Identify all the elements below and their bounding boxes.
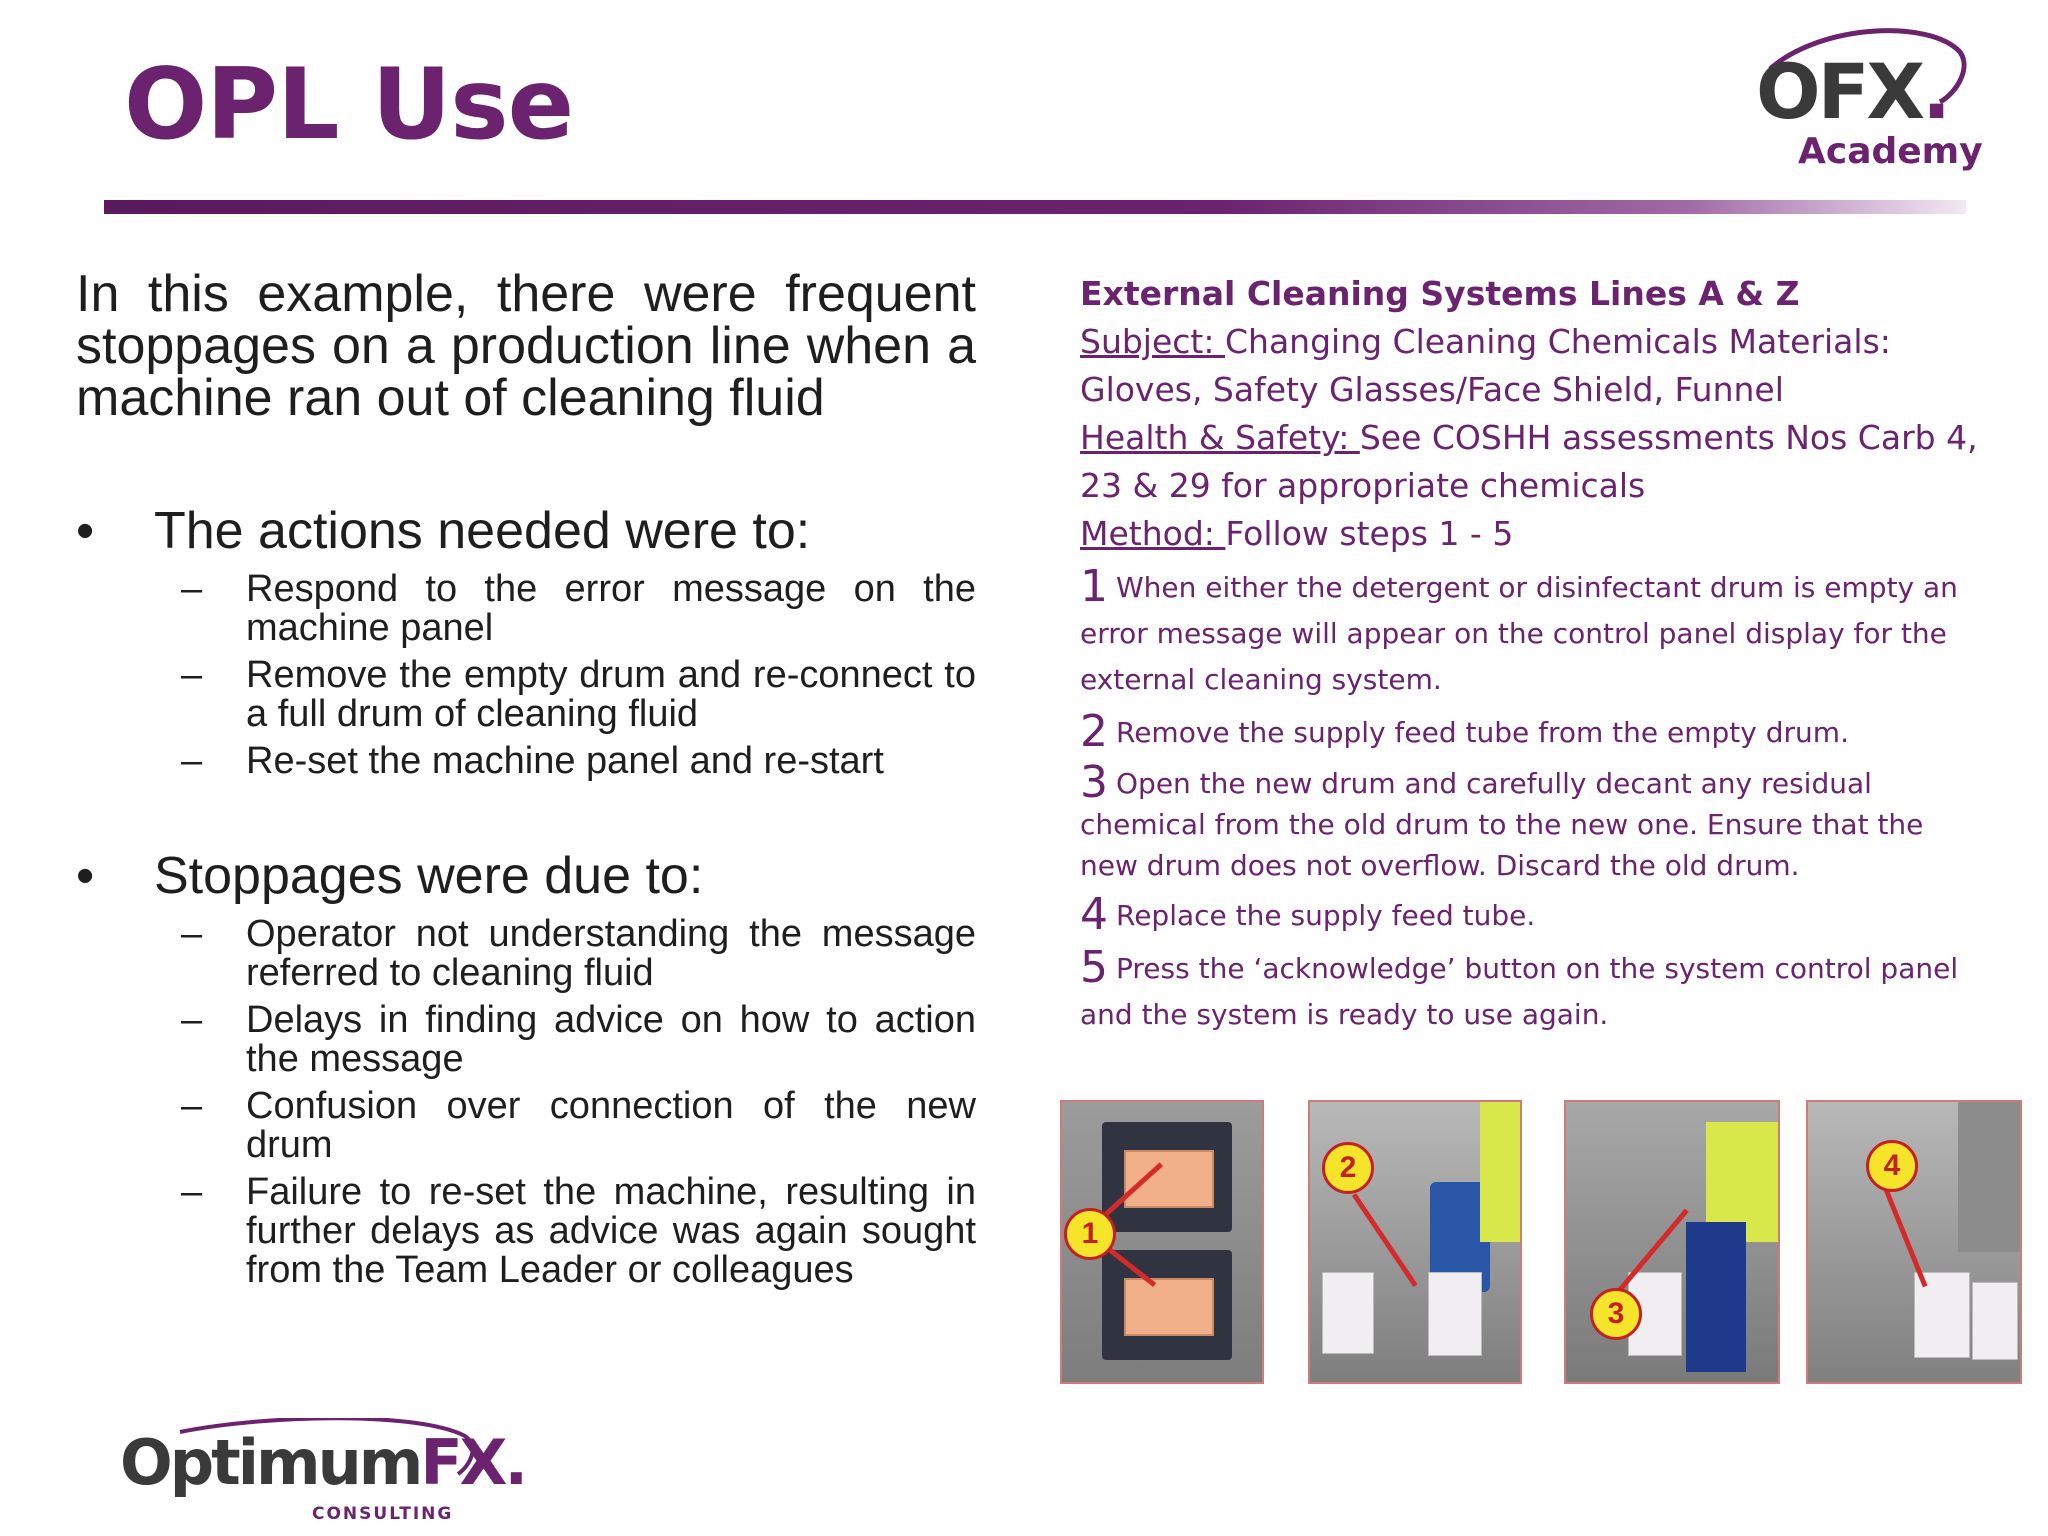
logo-main-text: OFX.	[1756, 47, 1948, 136]
dash-mark: –	[181, 1171, 203, 1213]
photo-replace-tube	[1806, 1100, 2022, 1384]
bullet-item: • The actions needed were to:	[76, 502, 811, 560]
sub-item: – Confusion over connection of the new drum	[181, 1085, 976, 1166]
opl-step-1: 1 When either the detergent or disinfectant drum is empty an error message will appear on the control panel display for the external cleaning system.	[1080, 561, 1958, 696]
photo-marker: 1	[1064, 1208, 1116, 1260]
bullet-group-stoppages	[76, 847, 976, 1290]
sub-item: – Delays in finding advice on how to action the message	[181, 999, 976, 1080]
intro-text: In this example, there were frequent stoppages on a production line when a machine ran out of cleaning fluid	[76, 265, 976, 427]
sub-item: – Failure to re-set the machine, resulting in further delays as advice was again sought from the Team Leader or colleagues	[181, 1171, 976, 1291]
opl-step-5: 5 Press the ‘acknowledge’ button on the system control panel and the system is ready to use again.	[1080, 942, 1959, 1031]
photo-marker: 3	[1590, 1288, 1642, 1340]
page-title: OPL Use	[124, 48, 574, 162]
bullet-mark: •	[76, 847, 95, 905]
opl-heading: External Cleaning Systems Lines A & Z	[1080, 274, 1800, 313]
control-panel-screen	[1102, 1122, 1232, 1232]
header-divider	[104, 200, 1966, 214]
ofx-academy-logo	[1740, 24, 1983, 184]
dash-mark: –	[181, 740, 203, 782]
dash-mark: –	[181, 654, 203, 696]
opl-card	[1080, 270, 1978, 1038]
photo-marker: 2	[1322, 1142, 1374, 1194]
logo-sub-text: CONSULTING	[312, 1504, 454, 1524]
opl-health-safety: Health & Safety: See COSHH assessments Nos Carb 4,	[1080, 418, 1978, 457]
dash-mark: –	[181, 913, 203, 955]
left-column	[76, 265, 976, 1356]
logo-sub-text: Academy	[1798, 131, 1983, 172]
opl-step-2: 2 Remove the supply feed tube from the empty drum.	[1080, 706, 1849, 757]
bullet-group-actions	[76, 502, 976, 781]
logo-main-text: OptimumFX.	[120, 1426, 526, 1499]
bullet-mark: •	[76, 502, 95, 560]
control-panel-screen	[1102, 1250, 1232, 1360]
dash-mark: –	[181, 1085, 203, 1127]
opl-step-4: 4 Replace the supply feed tube.	[1080, 889, 1536, 940]
opl-method: Method: Follow steps 1 - 5	[1080, 514, 1514, 553]
opl-health-safety-cont: 23 & 29 for appropriate chemicals	[1080, 466, 1646, 505]
optimumfx-consulting-logo	[120, 1418, 526, 1528]
bullet-item: • Stoppages were due to:	[76, 847, 704, 905]
sub-item: – Remove the empty drum and re-connect to a full drum of cleaning fluid	[181, 654, 976, 735]
photo-marker: 4	[1866, 1140, 1918, 1192]
dash-mark: –	[181, 999, 203, 1041]
sub-item: – Respond to the error message on the machine panel	[181, 568, 976, 649]
sub-item: – Re-set the machine panel and re-start	[181, 740, 884, 782]
photo-control-panels	[1060, 1100, 1264, 1384]
photo-decant-drum	[1564, 1100, 1780, 1384]
opl-subject: Subject: Changing Cleaning Chemicals Materials:	[1080, 322, 1891, 361]
opl-step-3: 3 Open the new drum and carefully decant any residual chemical from the old drum to the new one. Ensure that the new drum does not overflow. Discard the old drum.	[1080, 757, 1924, 882]
dash-mark: –	[181, 568, 203, 610]
opl-subject-cont: Gloves, Safety Glasses/Face Shield, Funnel	[1080, 370, 1784, 409]
photo-remove-tube	[1308, 1100, 1522, 1384]
sub-item: – Operator not understanding the message referred to cleaning fluid	[181, 913, 976, 994]
